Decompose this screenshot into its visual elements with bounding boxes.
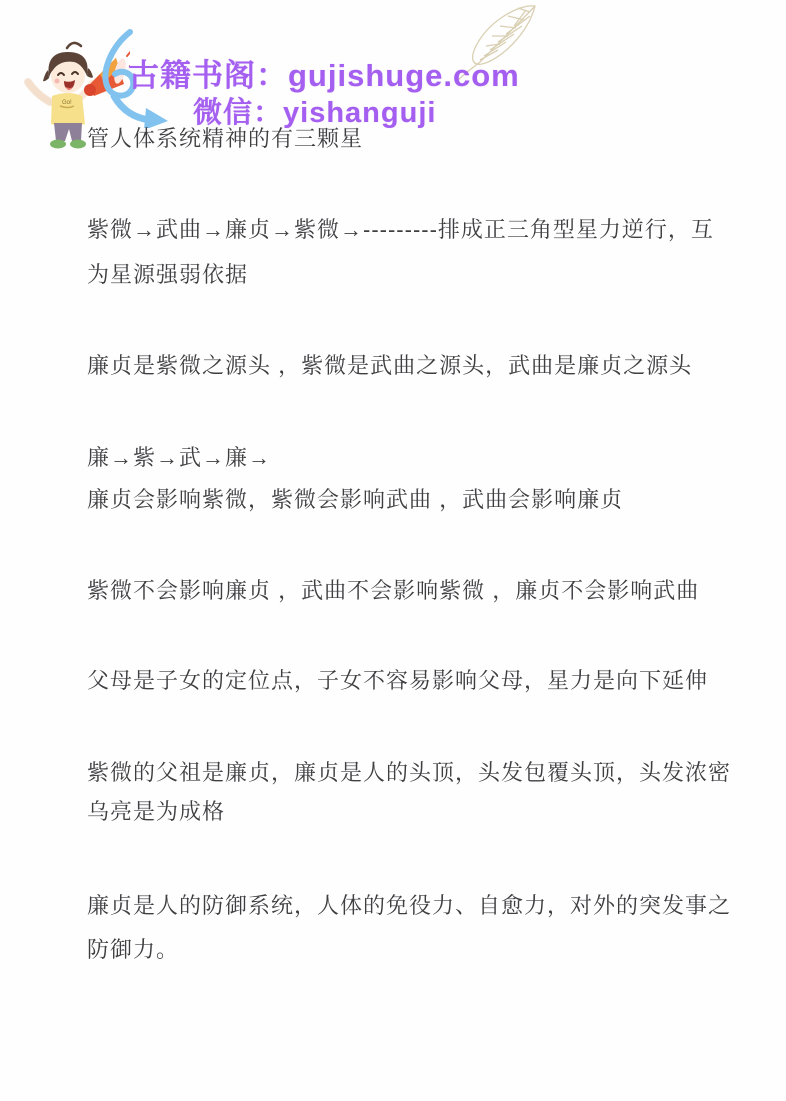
doc-line-12: 防御力。 [87, 937, 180, 962]
doc-line-9: 紫微的父祖是廉贞，廉贞是人的头顶，头发包覆头顶，头发浓密 [87, 760, 732, 785]
svg-text:Go!: Go! [62, 100, 72, 106]
doc-line-1: 管人体系统精神的有三颗星 [87, 126, 364, 151]
watermark-wechat-id: yishanguji [283, 97, 437, 129]
doc-line-5: 廉→紫→武→廉→ [87, 445, 272, 470]
doc-line-8: 父母是子女的定位点，子女不容易影响父母，星力是向下延伸 [87, 668, 709, 693]
doc-line-7: 紫微不会影响廉贞 ，武曲不会影响紫微 ，廉贞不会影响武曲 [87, 578, 700, 603]
watermark-site-label: 古籍书阁： [128, 58, 288, 93]
doc-line-6: 廉贞会影响紫微，紫微会影响武曲 ，武曲会影响廉贞 [87, 487, 624, 512]
watermark-wechat-label: 微信： [193, 97, 284, 129]
watermark-site-line [128, 50, 520, 95]
doc-line-2: 紫微→武曲→廉贞→紫微→---------排成正三角型星力逆行，互 [87, 217, 714, 242]
doc-line-4: 廉贞是紫微之源头 ，紫微是武曲之源头，武曲是廉贞之源头 [87, 353, 693, 378]
watermark-wechat-line [193, 90, 436, 131]
doc-line-10: 乌亮是为成格 [87, 799, 226, 824]
doc-line-3: 为星源强弱依据 [87, 262, 249, 287]
doc-line-11: 廉贞是人的防御系统，人体的免役力、自愈力，对外的突发事之 [87, 893, 732, 918]
watermark-site-domain: gujishuge.com [288, 58, 520, 93]
